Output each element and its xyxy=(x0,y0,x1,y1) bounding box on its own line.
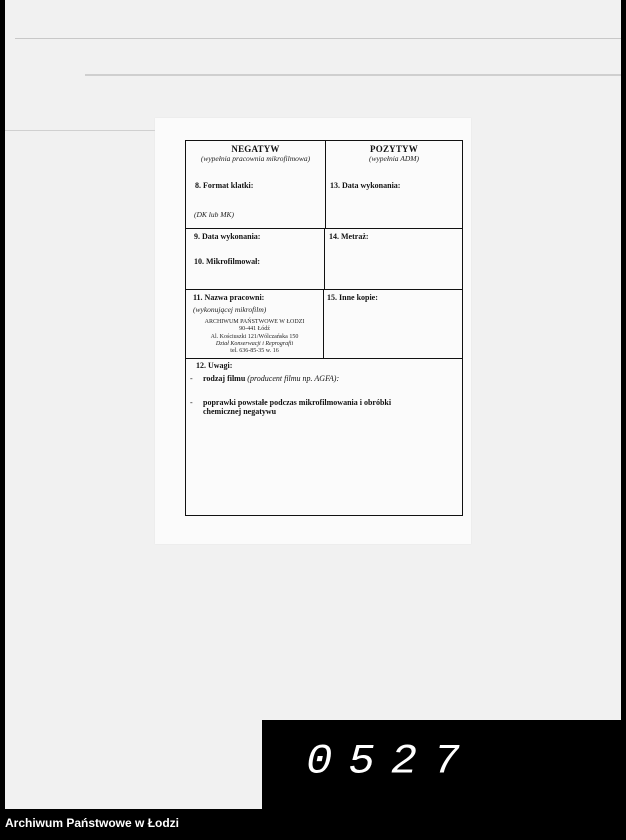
field-14-label: 14. Metraż: xyxy=(329,232,369,241)
stamp-line: tel. 636-85-35 w. 16 xyxy=(230,348,279,355)
bullet-film-type-label: rodzaj filmu xyxy=(203,374,246,383)
microfilm-metadata-form xyxy=(185,140,463,516)
bullet-film-type-note: (producent filmu np. AGFA): xyxy=(247,374,340,383)
field-12-label: 12. Uwagi: xyxy=(196,361,233,370)
scan-artifact-line xyxy=(5,130,165,131)
field-11-label: 11. Nazwa pracowni: xyxy=(193,293,265,302)
field-11-note: (wykonującej mikrofilm) xyxy=(193,305,267,314)
bullet-dash: - xyxy=(190,374,193,383)
stamp-line: Dział Konserwacji i Reprografii xyxy=(215,340,294,347)
field-14-cell xyxy=(325,229,462,290)
scan-artifact-line xyxy=(15,38,621,39)
bullet-dash: - xyxy=(190,398,193,407)
field-8-label: 8. Format klatki: xyxy=(195,181,254,190)
pozytyw-title: POZYTYW xyxy=(370,144,418,154)
archive-stamp xyxy=(186,319,323,355)
stamp-line: Al. Kościuszki 121/Wólczańska 150 xyxy=(210,333,299,340)
field-8-note: (DK lub MK) xyxy=(194,210,234,219)
negatyw-title: NEGATYW xyxy=(231,144,280,154)
field-15-label: 15. Inne kopie: xyxy=(327,293,378,302)
institution-footer: Archiwum Państwowe w Łodzi xyxy=(5,816,180,830)
field-10-label: 10. Mikrofilmował: xyxy=(194,257,261,266)
bullet-corrections-line2: chemicznej negatywu xyxy=(203,407,277,416)
field-15-cell xyxy=(324,290,462,359)
bullet-corrections xyxy=(203,398,391,416)
field-9-label: 9. Data wykonania: xyxy=(194,232,261,241)
negatyw-column-cell xyxy=(186,141,326,229)
frame-number: 0527 xyxy=(306,738,476,786)
bullet-film-type xyxy=(203,374,339,383)
scanned-microfilm-frame xyxy=(5,0,621,809)
field-9-10-cell xyxy=(186,229,325,290)
bullet-corrections-line1: poprawki powstałe podczas mikrofilmowania i obróbki xyxy=(203,398,392,407)
scan-artifact-line xyxy=(85,74,621,76)
pozytyw-column-cell xyxy=(326,141,462,229)
field-13-label: 13. Data wykonania: xyxy=(330,181,401,190)
stamp-line: 90-441 Łódź xyxy=(239,326,270,333)
field-11-cell xyxy=(186,290,324,359)
field-12-cell xyxy=(186,359,462,515)
negatyw-subtitle: (wypełnia pracownia mikrofilmowa) xyxy=(200,154,311,163)
stamp-line: ARCHIWUM PAŃSTWOWE W ŁODZI xyxy=(204,319,305,325)
form-sheet xyxy=(155,118,471,544)
pozytyw-subtitle: (wypełnia ADM) xyxy=(368,154,420,163)
